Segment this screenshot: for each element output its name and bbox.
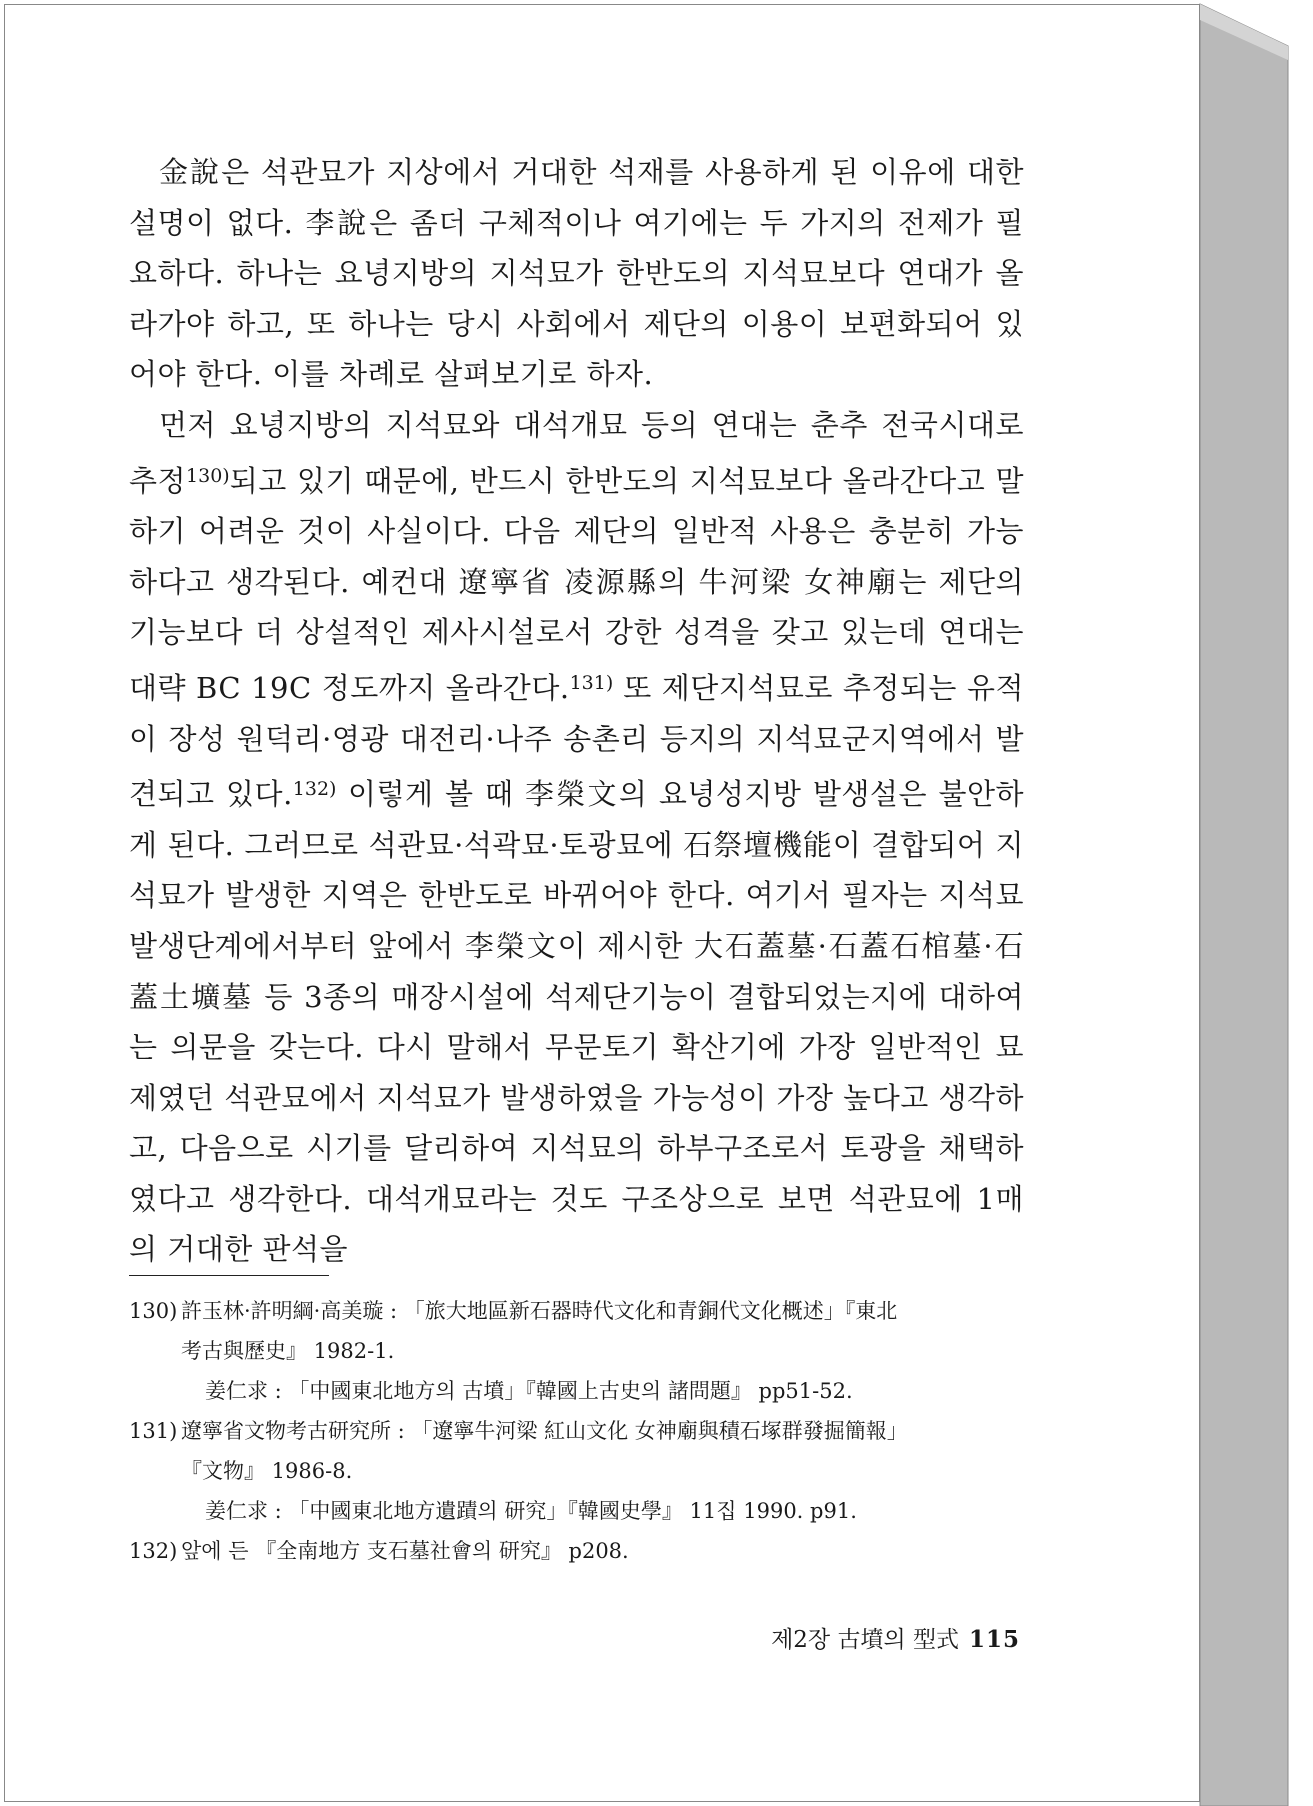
paragraph-2-part1: 먼저 요녕지방의 지석묘와 대석개묘 등의 연대는 춘추 전국시대로 추정 <box>129 407 1024 498</box>
book-page <box>4 4 1200 1802</box>
footnote-ref-132: 132) <box>292 778 337 801</box>
running-footer <box>705 1621 1020 1654</box>
footnote-line: 許玉林·許明綱·高美璇 : 「旅大地區新石器時代文化和青銅代文化概述」『東北 <box>181 1299 898 1323</box>
footnote-number: 132) <box>129 1539 178 1563</box>
footnote-132 <box>129 1531 1029 1571</box>
body-text <box>129 147 1024 1275</box>
running-title: 제2장 古墳의 型式 <box>771 1627 959 1653</box>
footnote-divider <box>129 1275 329 1276</box>
footnote-131 <box>129 1411 1029 1531</box>
footnote-line: 『文物』 1986-8. <box>181 1459 353 1483</box>
page-number: 115 <box>968 1626 1020 1653</box>
paragraph-2-part2: 되고 있기 때문에, 반드시 한반도의 지석묘보다 올라간다고 말하기 어려운 것이 사실이다. 다음 제단의 일반적 사용은 충분히 가능하다고 생각된다. 예컨대 遼寧省 凌源縣의 牛河梁 女神廟는 제단의 기능보다 더 상설적인 제사시설로서 강한 성격을 갖고 있는데 연대는 대략 BC 19C 정도까지 올라간다. <box>129 463 1024 705</box>
paragraph-1: 金說은 석관묘가 지상에서 거대한 석재를 사용하게 된 이유에 대한 설명이 없다. 李說은 좀더 구체적이나 여기에는 두 가지의 전제가 필요하다. 하나는 요녕지방의 지석묘가 한반도의 지석묘보다 연대가 올라가야 하고, 또 하나는 당시 사회에서 제단의 이용이 보편화되어 있어야 한다. 이를 차례로 살펴보기로 하자. <box>129 155 1024 392</box>
paragraph-2 <box>129 400 1024 1275</box>
footnotes <box>129 1291 1029 1571</box>
footnote-ref-130: 130) <box>186 464 230 487</box>
footnote-number: 130) <box>129 1299 178 1323</box>
paragraph-2-part3: 또 제단지석묘로 추정되는 유적이 장성 원덕리·영광 대전리·나주 송촌리 등지의 지석묘군지역에서 발견되고 있다. <box>129 670 1024 812</box>
footnote-line: 姜仁求 : 「中國東北地方遺蹟의 研究」『韓國史學』 11집 1990. p91. <box>205 1499 857 1523</box>
footnote-line: 앞에 든 『全南地方 支石墓社會의 研究』 p208. <box>181 1539 629 1563</box>
footnote-line: 姜仁求 : 「中國東北地方의 古墳」『韓國上古史의 諸問題』 pp51-52. <box>205 1379 853 1403</box>
footnote-ref-131: 131) <box>569 671 614 694</box>
footnote-130 <box>129 1291 1029 1411</box>
paragraph-2-part4: 이렇게 볼 때 李榮文의 요녕성지방 발생설은 불안하게 된다. 그러므로 석관묘·석곽묘·토광묘에 石祭壇機能이 결합되어 지석묘가 발생한 지역은 한반도로 바뀌어야 한다. 여기서 필자는 지석묘 발생단계에서부터 앞에서 李榮文이 제시한 大石蓋墓·石蓋石棺墓·石蓋土壙墓 등 3종의 매장시설에 석제단기능이 결합되었는지에 대하여는 의문을 갖는다. 다시 말해서 무문토기 확산기에 가장 일반적인 묘제였던 석관묘에서 지석묘가 발생하였을 가능성이 가장 높다고 생각하고, 다음으로 시기를 달리하여 지석묘의 하부구조로서 토광을 채택하였다고 생각한다. 대석개묘라는 것도 구조상으로 보면 석관묘에 1매의 거대한 판석을 <box>129 777 1024 1267</box>
footnote-line: 遼寧省文物考古研究所 : 「遼寧牛河梁 紅山文化 女神廟與積石塚群發掘簡報」 <box>181 1419 908 1443</box>
footnote-number: 131) <box>129 1419 178 1443</box>
footnote-line: 考古與歷史』 1982-1. <box>181 1339 395 1363</box>
